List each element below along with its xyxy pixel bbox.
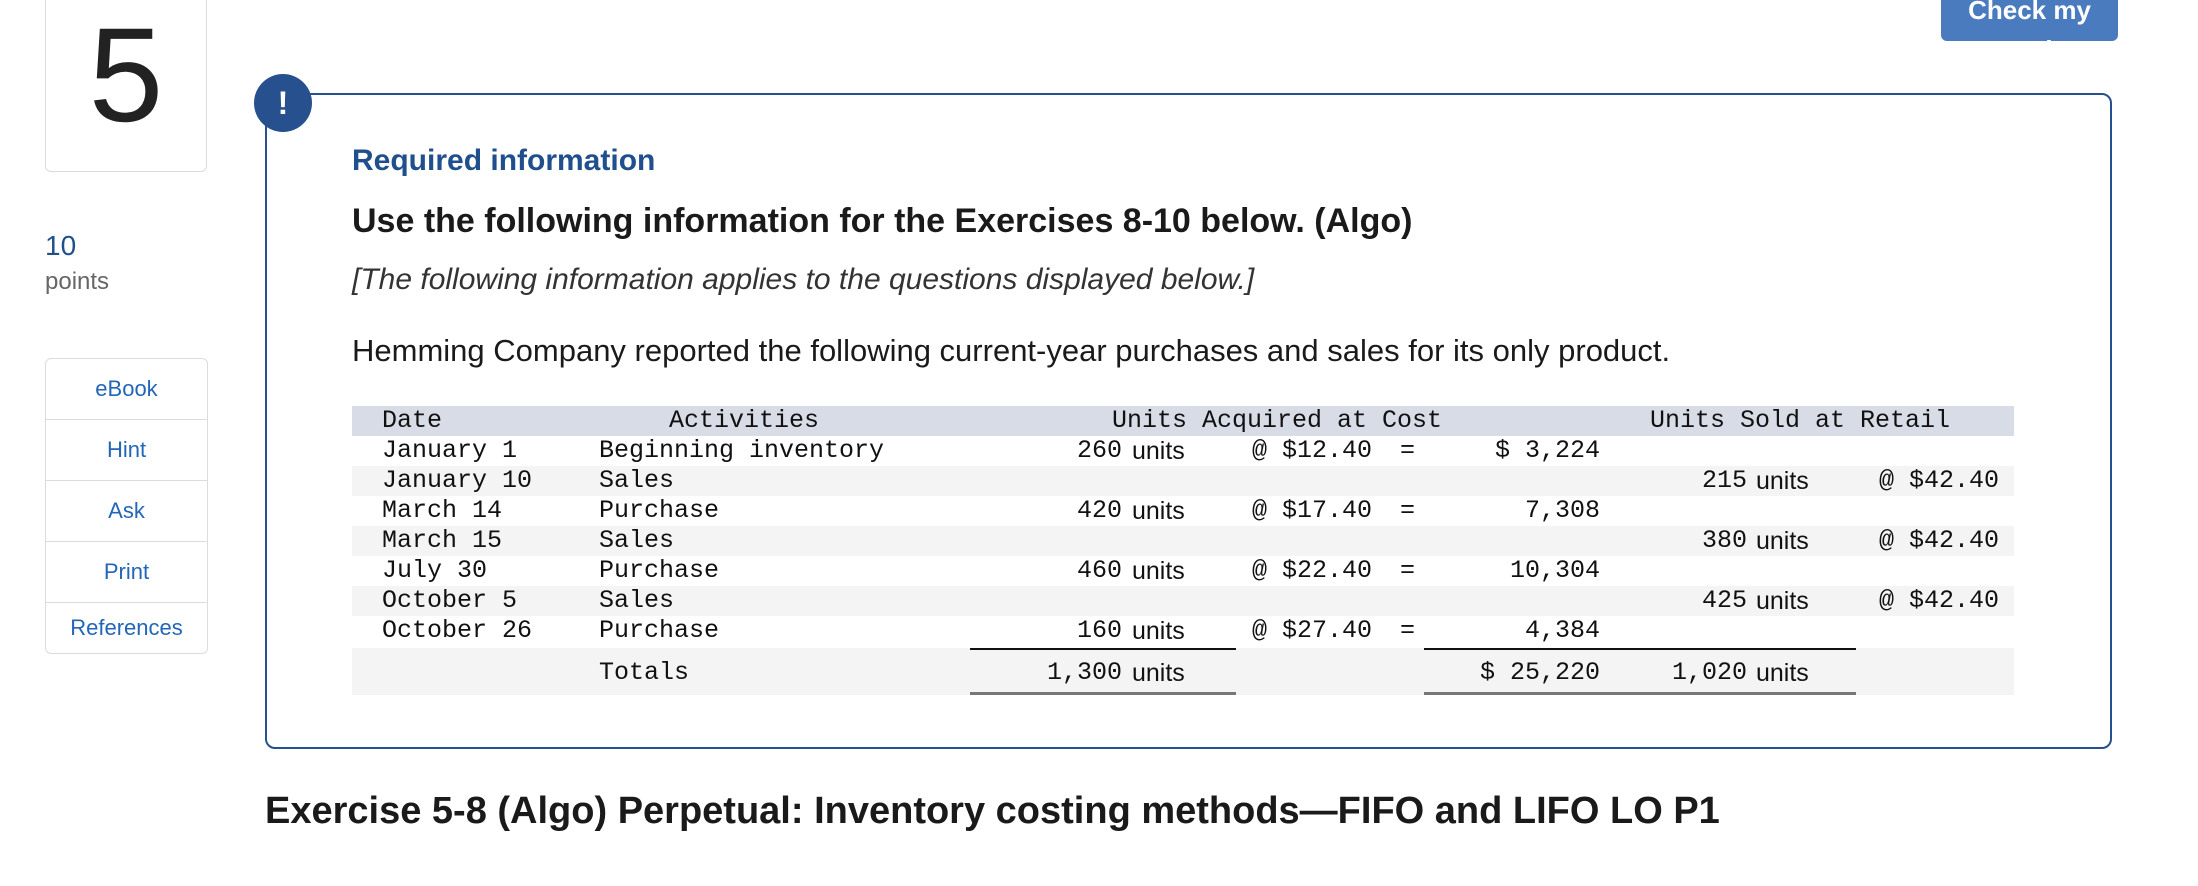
row-date: March 14 bbox=[382, 496, 503, 525]
cost-sold-total-double-underline bbox=[1424, 692, 1856, 695]
row-sold-units: 215 bbox=[1701, 466, 1747, 495]
row-activity: Purchase bbox=[599, 496, 720, 525]
question-number: 5 bbox=[88, 1, 164, 150]
totals-acquired-unit-label: units bbox=[1132, 659, 1185, 687]
print-link[interactable]: Print bbox=[46, 542, 207, 603]
row-acquired-price: @ $12.40 bbox=[1252, 436, 1373, 465]
row-date: January 10 bbox=[382, 466, 533, 495]
points-value: 10 bbox=[45, 230, 77, 261]
row-equals: = bbox=[1400, 556, 1416, 585]
header-units-sold: Units Sold at Retail bbox=[1650, 406, 1951, 435]
row-sold-unit-label: units bbox=[1756, 587, 1809, 615]
row-date: July 30 bbox=[382, 556, 488, 585]
check-my-work-button[interactable]: Check my work bbox=[1941, 0, 2118, 41]
row-acquired-unit-label: units bbox=[1132, 617, 1185, 645]
row-activity: Sales bbox=[599, 586, 675, 615]
header-date: Date bbox=[382, 406, 443, 435]
acquired-total-double-underline bbox=[970, 692, 1236, 695]
row-activity: Sales bbox=[599, 526, 675, 555]
question-number-card bbox=[45, 0, 207, 172]
row-activity: Sales bbox=[599, 466, 675, 495]
row-sold-price: @ $42.40 bbox=[1879, 586, 2000, 615]
row-cost: $ 3,224 bbox=[1494, 436, 1600, 465]
totals-cost: $ 25,220 bbox=[1479, 658, 1600, 687]
references-link[interactable]: References bbox=[70, 615, 183, 640]
totals-acquired-units: 1,300 bbox=[1046, 658, 1122, 687]
row-cost: 4,384 bbox=[1524, 616, 1600, 645]
tools-menu bbox=[45, 358, 208, 654]
row-acquired-unit-label: units bbox=[1132, 497, 1185, 525]
totals-sold-units: 1,020 bbox=[1671, 658, 1747, 687]
row-acquired-unit-label: units bbox=[1132, 557, 1185, 585]
header-units-acquired: Units Acquired at Cost bbox=[1112, 406, 1443, 435]
row-date: October 5 bbox=[382, 586, 518, 615]
totals-label: Totals bbox=[599, 658, 690, 687]
row-acquired-units: 460 bbox=[1076, 556, 1122, 585]
header-activities: Activities bbox=[668, 406, 820, 435]
row-acquired-units: 260 bbox=[1076, 436, 1122, 465]
row-acquired-price: @ $27.40 bbox=[1252, 616, 1373, 645]
row-equals: = bbox=[1400, 436, 1416, 465]
ask-link[interactable]: Ask bbox=[46, 481, 207, 542]
row-sold-units: 380 bbox=[1701, 526, 1747, 555]
row-activity: Purchase bbox=[599, 616, 720, 645]
required-heading: Use the following information for the Exercises 8-10 below. (Algo) bbox=[352, 202, 1413, 240]
row-sold-unit-label: units bbox=[1756, 527, 1809, 555]
row-sold-price: @ $42.40 bbox=[1879, 526, 2000, 555]
row-equals: = bbox=[1400, 496, 1416, 525]
row-activity: Beginning inventory bbox=[599, 436, 885, 465]
row-date: January 1 bbox=[382, 436, 518, 465]
row-acquired-price: @ $22.40 bbox=[1252, 556, 1373, 585]
required-note: [The following information applies to the questions displayed below.] bbox=[352, 263, 1255, 296]
exercise-title: Exercise 5-8 (Algo) Perpetual: Inventory costing methods—FIFO and LIFO LO P1 bbox=[265, 790, 1720, 832]
cost-sold-underline bbox=[1424, 648, 1856, 650]
row-sold-units: 425 bbox=[1701, 586, 1747, 615]
row-sold-unit-label: units bbox=[1756, 467, 1809, 495]
alert-icon: ! bbox=[254, 74, 312, 132]
required-intro: Hemming Company reported the following current-year purchases and sales for its only product. bbox=[352, 333, 1671, 368]
inventory-table bbox=[352, 406, 2014, 695]
required-title: Required information bbox=[352, 144, 656, 177]
row-acquired-price: @ $17.40 bbox=[1252, 496, 1373, 525]
row-date: March 15 bbox=[382, 526, 503, 555]
points-label: points bbox=[45, 268, 110, 295]
row-cost: 7,308 bbox=[1524, 496, 1600, 525]
row-acquired-units: 420 bbox=[1076, 496, 1122, 525]
totals-sold-unit-label: units bbox=[1756, 659, 1809, 687]
row-activity: Purchase bbox=[599, 556, 720, 585]
acquired-units-underline bbox=[970, 648, 1236, 650]
row-cost: 10,304 bbox=[1509, 556, 1600, 585]
row-equals: = bbox=[1400, 616, 1416, 645]
ebook-link[interactable]: eBook bbox=[46, 359, 207, 420]
row-acquired-units: 160 bbox=[1076, 616, 1122, 645]
row-acquired-unit-label: units bbox=[1132, 437, 1185, 465]
row-sold-price: @ $42.40 bbox=[1879, 466, 2000, 495]
row-date: October 26 bbox=[382, 616, 533, 645]
hint-link[interactable]: Hint bbox=[46, 420, 207, 481]
